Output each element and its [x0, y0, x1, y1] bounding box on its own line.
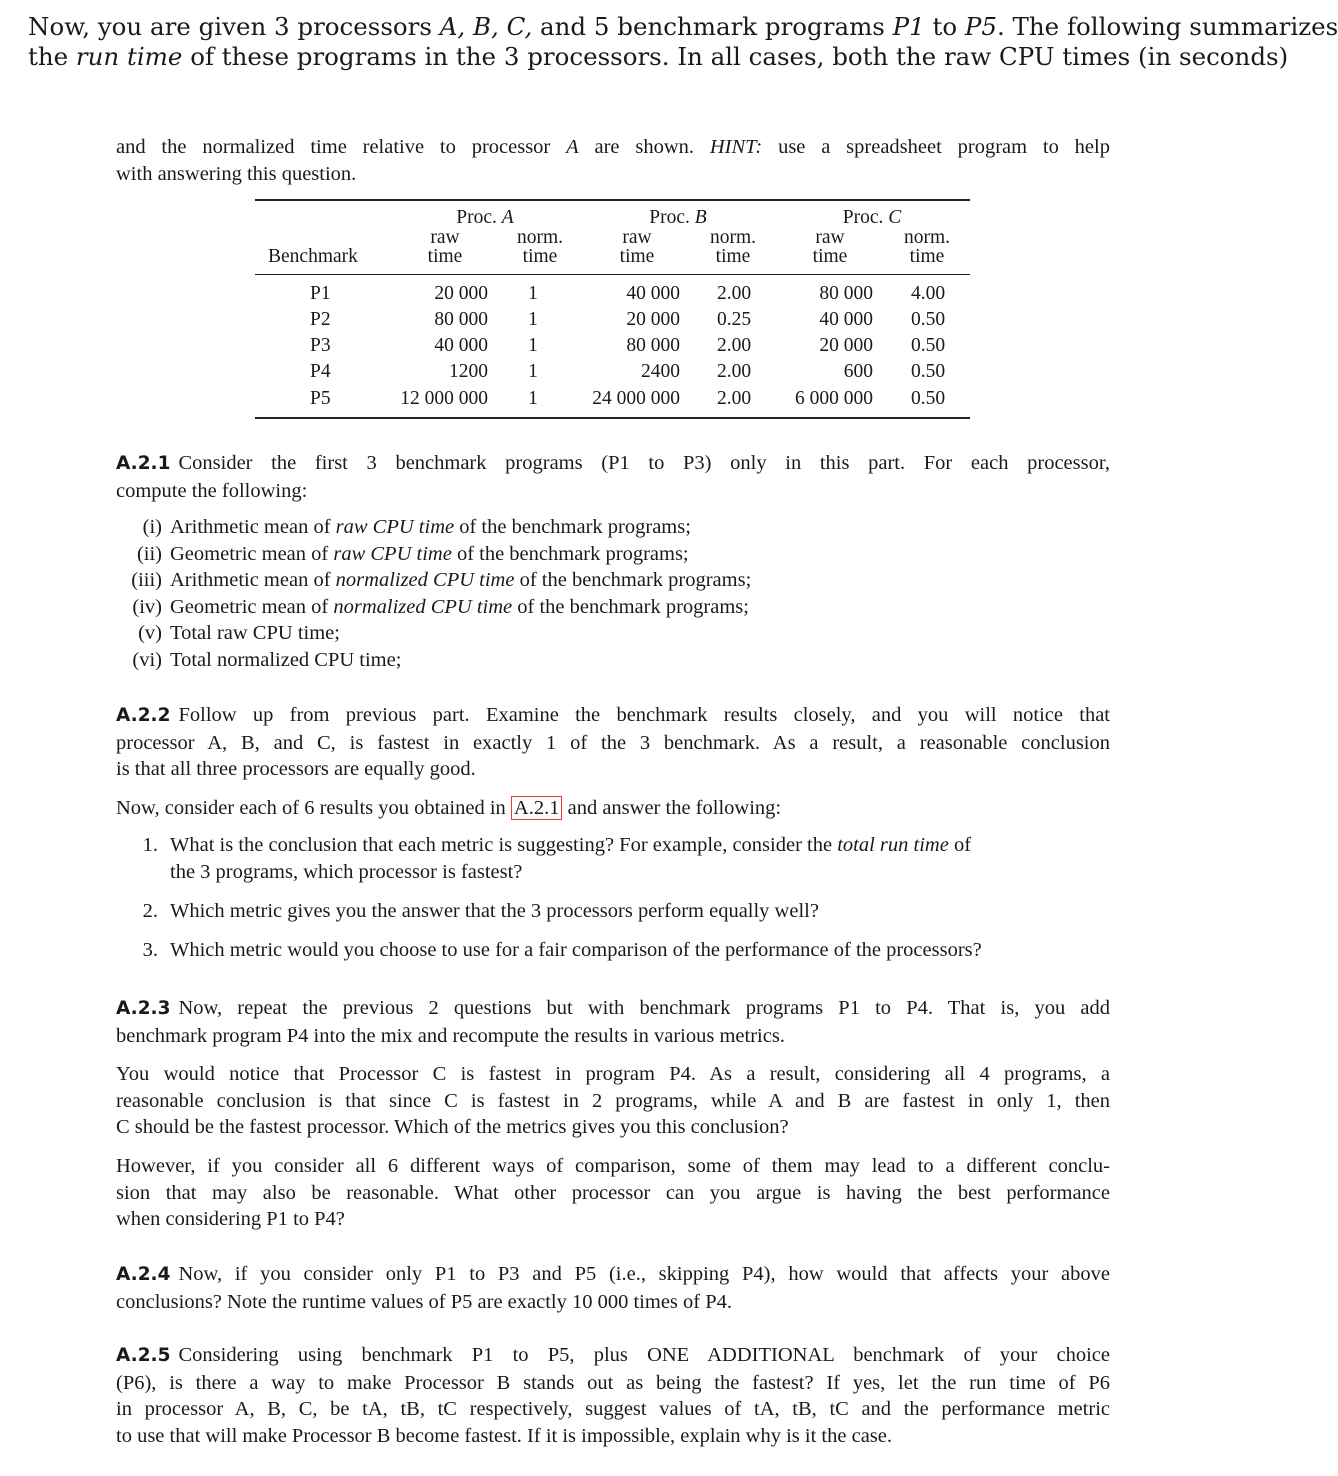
a23-paragraph-2 — [116, 1061, 1110, 1141]
cell-a-norm: 1 — [528, 283, 538, 304]
cell-benchmark: P3 — [310, 335, 331, 356]
cell-a-norm: 1 — [528, 388, 538, 409]
cell-c-norm: 0.50 — [910, 309, 946, 330]
subheader-c-raw-time: time — [812, 246, 848, 267]
cell-c-raw: 600 — [843, 361, 873, 382]
cell-b-raw: 80 000 — [626, 335, 680, 356]
a23-p3-line-2: sion that may also be reasonable. What other processor can you argue is having the best performance — [116, 1181, 1110, 1204]
cell-b-raw: 40 000 — [626, 283, 680, 304]
a22-line-1: A.2.2 Follow up from previous part. Examine the benchmark results closely, and you will notice that — [116, 704, 1110, 726]
subheader-c-raw: raw — [815, 227, 845, 248]
a24-line-2: conclusions? Note the runtime values of P5 are exactly 10 000 times of P4. — [116, 1290, 733, 1313]
cell-a-norm: 1 — [528, 335, 538, 356]
header-proc-c: Proc. C — [842, 207, 902, 228]
section-a22 — [116, 702, 1110, 783]
a25-line-3: in processor A, B, C, be tA, tB, tC respectively, suggest values of tA, tB, tC and the performance metric — [116, 1398, 1110, 1420]
cell-a-raw: 20 000 — [434, 283, 488, 304]
section-label: A.2.1 — [116, 453, 171, 474]
cell-b-raw: 2400 — [641, 361, 680, 382]
subheader-c-norm: norm. — [903, 227, 951, 248]
subheader-a-raw-time: time — [427, 246, 463, 267]
cell-c-norm: 0.50 — [910, 361, 946, 382]
cell-c-norm: 4.00 — [910, 283, 946, 304]
a22-now-paragraph — [116, 795, 1110, 822]
subheader-b-norm-time: time — [715, 246, 751, 267]
cell-benchmark: P4 — [310, 361, 331, 382]
a23-p2-line-3: C should be the fastest processor. Which of the metrics gives you this conclusion? — [116, 1116, 789, 1138]
a23-line-2: benchmark program P4 into the mix and recompute the results in various metrics. — [116, 1024, 785, 1047]
continuation-line-2: with answering this question. — [116, 162, 357, 185]
cell-benchmark: P5 — [310, 388, 331, 409]
cell-c-raw: 80 000 — [819, 283, 873, 304]
section-a25 — [116, 1342, 1110, 1449]
a25-line-1: A.2.5 Considering using benchmark P1 to P5, plus ONE ADDITIONAL benchmark of your choice — [116, 1344, 1110, 1366]
cell-b-norm: 2.00 — [716, 388, 752, 409]
subheader-b-raw: raw — [622, 227, 652, 248]
cell-benchmark: P2 — [310, 309, 331, 330]
a23-p2-line-1: You would notice that Processor C is fastest in program P4. As a result, considering all 4 programs, a — [116, 1063, 1110, 1085]
cell-b-norm: 2.00 — [716, 283, 752, 304]
cell-a-raw: 1200 — [449, 361, 488, 382]
subheader-b-norm: norm. — [709, 227, 757, 248]
section-label: A.2.5 — [116, 1345, 171, 1366]
cell-a-norm: 1 — [528, 361, 538, 382]
cell-a-norm: 1 — [528, 309, 538, 330]
a23-p3-line-3: when considering P1 to P4? — [116, 1208, 345, 1230]
cell-c-norm: 0.50 — [910, 335, 946, 356]
cell-b-raw: 24 000 000 — [592, 388, 680, 409]
table-bottom-rule — [255, 417, 970, 419]
header-proc-a: Proc. A — [456, 207, 514, 228]
cell-a-raw: 12 000 000 — [400, 388, 488, 409]
a21-line-2: compute the following: — [116, 479, 308, 502]
subheader-c-norm-time: time — [909, 246, 945, 267]
cell-c-raw: 20 000 — [819, 335, 873, 356]
cell-b-norm: 2.00 — [716, 335, 752, 356]
section-a24 — [116, 1261, 1110, 1315]
continuation-paragraph — [116, 134, 1110, 187]
intro-line-1: Now, you are given 3 processors A, B, C, and 5 benchmark programs P1 to P5. The following summarizes — [28, 12, 1338, 41]
a22-line-3: is that all three processors are equally good. — [116, 758, 476, 780]
cross-reference-link[interactable]: A.2.1 — [511, 796, 563, 820]
a23-p3-line-1: However, if you consider all 6 different ways of comparison, some of them may lead to a different conclu- — [116, 1155, 1110, 1177]
cell-b-norm: 0.25 — [716, 309, 752, 330]
a23-line-1: A.2.3 Now, repeat the previous 2 questions but with benchmark programs P1 to P4. That is, you add — [116, 997, 1110, 1019]
table-header-rule — [255, 274, 970, 275]
header-proc-b: Proc. B — [649, 207, 707, 228]
a21-line-1: A.2.1 Consider the first 3 benchmark programs (P1 to P3) only in this part. For each processor, — [116, 452, 1110, 474]
section-label: A.2.4 — [116, 1264, 171, 1285]
cell-benchmark: P1 — [310, 283, 331, 304]
cell-c-raw: 6 000 000 — [795, 388, 873, 409]
cell-c-raw: 40 000 — [819, 309, 873, 330]
a22-line-2: processor A, B, and C, is fastest in exactly 1 of the 3 benchmark. As a result, a reasonable conclusion — [116, 731, 1110, 754]
cell-a-raw: 40 000 — [434, 335, 488, 356]
section-label: A.2.3 — [116, 998, 171, 1019]
a24-line-1: A.2.4 Now, if you consider only P1 to P3 and P5 (i.e., skipping P4), how would that affects your above — [116, 1263, 1110, 1285]
cell-a-raw: 80 000 — [434, 309, 488, 330]
intro-line-2: the run time of these programs in the 3 processors. In all cases, both the raw CPU times (in seconds) — [28, 42, 1289, 71]
a23-paragraph-3 — [116, 1153, 1110, 1233]
cell-b-norm: 2.00 — [716, 361, 752, 382]
a25-line-4: to use that will make Processor B become fastest. If it is impossible, explain why is it the case. — [116, 1424, 892, 1447]
cell-b-raw: 20 000 — [626, 309, 680, 330]
section-a21 — [116, 450, 1110, 504]
continuation-line-1: and the normalized time relative to processor A are shown. HINT: use a spreadsheet program to help — [116, 136, 1110, 158]
table-top-rule — [255, 199, 970, 201]
a25-line-2: (P6), is there a way to make Processor B stands out as being the fastest? If yes, let the run time of P6 — [116, 1371, 1110, 1394]
cell-c-norm: 0.50 — [910, 388, 946, 409]
header-benchmark: Benchmark — [268, 246, 358, 267]
subheader-a-norm-time: time — [522, 246, 558, 267]
section-a23 — [116, 995, 1110, 1049]
intro-paragraph — [28, 12, 1338, 72]
subheader-a-norm: norm. — [516, 227, 564, 248]
subheader-b-raw-time: time — [619, 246, 655, 267]
subheader-a-raw: raw — [430, 227, 460, 248]
a23-p2-line-2: reasonable conclusion is that since C is fastest in 2 programs, while A and B are fastest in only 1, then — [116, 1089, 1110, 1112]
a22-now-line: Now, consider each of 6 results you obtained in A.2.1 and answer the following: — [116, 797, 782, 819]
section-label: A.2.2 — [116, 705, 171, 726]
